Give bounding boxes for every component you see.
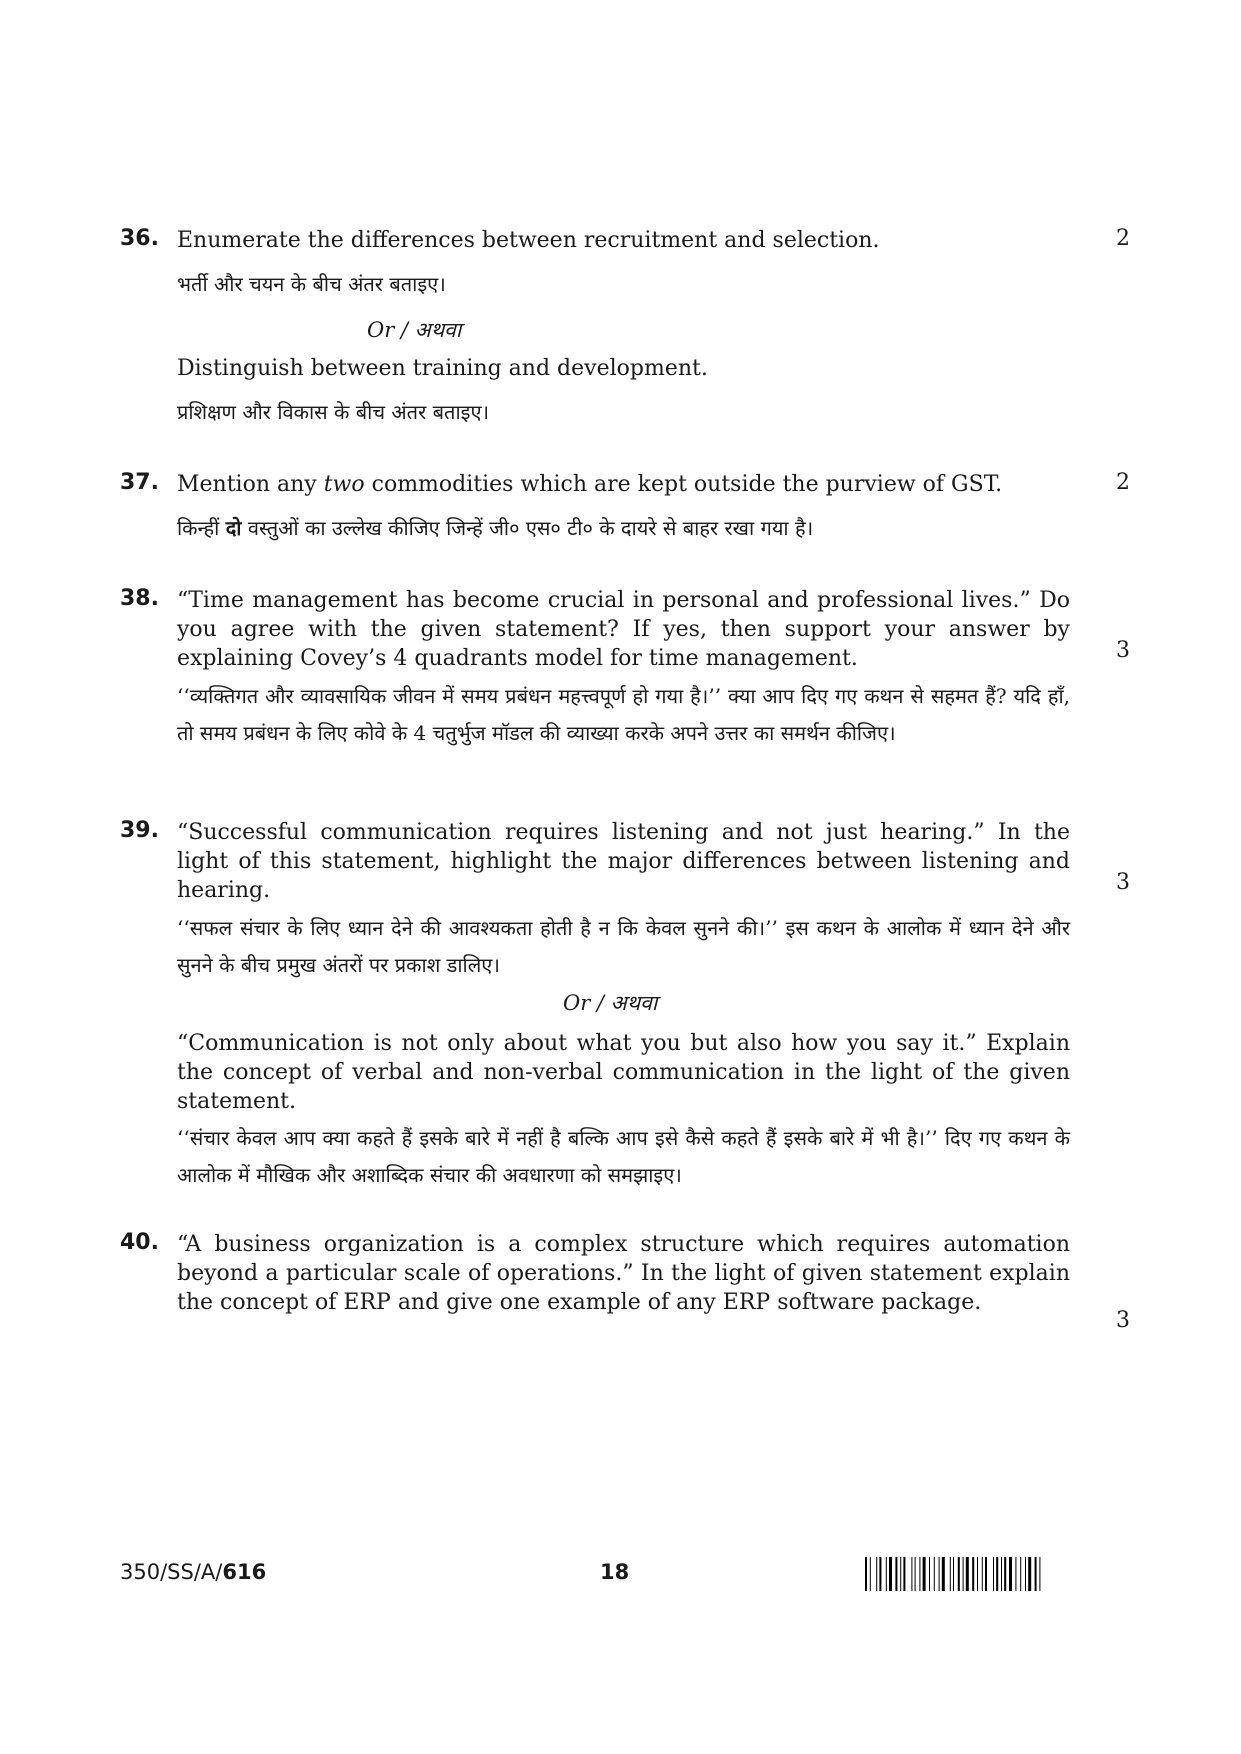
text-segment: commodities which are kept outside the purview of GST. [364, 472, 1003, 497]
question-text-english: “Successful communication requires listening and not just hearing.” In the light of this statement, highlight the major differences between listening and hearing. [177, 820, 1070, 903]
question-36 [120, 226, 1130, 436]
question-number: 37. [120, 470, 159, 495]
question-marks: 3 [1116, 1308, 1130, 1333]
or-label: Or / अथवा [563, 991, 658, 1015]
question-text-hindi: भर्ती और चयन के बीच अंतर बताइए। [177, 272, 446, 296]
page-number: 18 [600, 1560, 630, 1584]
question-text-english: “Time management has become crucial in personal and professional lives.” Do you agree with the given statement? If yes, then support your answer by explaining Covey’s 4 quadrants model for time management. [177, 588, 1070, 671]
paper-code-suffix: 616 [222, 1560, 267, 1584]
text-segment: Mention any [177, 472, 324, 497]
question-number: 38. [120, 586, 159, 611]
question-40 [120, 1230, 1130, 1360]
or-label: Or / अथवा [367, 318, 462, 342]
question-marks: 3 [1116, 870, 1130, 895]
question-text-english: “A business organization is a complex structure which requires automation beyond a particular scale of operations.” In the light of given statement explain the concept of ERP and give one example of any ERP software package. [177, 1232, 1070, 1315]
question-marks: 2 [1116, 470, 1130, 495]
question-number: 40. [120, 1230, 159, 1255]
question-38 [120, 586, 1130, 786]
paper-code [120, 1560, 266, 1584]
emphasis-text: two [323, 472, 365, 497]
question-number: 39. [120, 818, 159, 843]
question-marks: 2 [1116, 226, 1130, 251]
question-text-hindi: ‘‘व्यक्तिगत और व्यावसायिक जीवन में समय प्रबंधन महत्त्वपूर्ण हो गया है।’’ क्या आप दिए गए कथन से सहमत हैं? यदि हाँ, तो समय प्रबंधन के लिए कोवे के 4 चतुर्भुज मॉडल की व्याख्या करके अपने उत्तर का समर्थन कीजिए। [177, 684, 1070, 745]
question-marks: 3 [1116, 638, 1130, 663]
question-text-hindi [177, 510, 1070, 547]
question-number: 36. [120, 226, 159, 251]
question-37 [120, 470, 1130, 560]
text-segment: वस्तुओं का उल्लेख कीजिए जिन्हें जी० एस० टी० के दायरे से बाहर रखा गया है। [241, 516, 814, 540]
alternate-question-english: Distinguish between training and development. [177, 356, 708, 381]
question-text-english [177, 470, 1070, 499]
barcode-icon [865, 1557, 1130, 1591]
alternate-question-english: “Communication is not only about what you but also how you say it.” Explain the concept of verbal and non-verbal communication in the light of the given statement. [177, 1031, 1070, 1114]
alternate-question-hindi: ‘‘संचार केवल आप क्या कहते हैं इसके बारे में नहीं है बल्कि आप इसे कैसे कहते हैं इसके बारे में भी है।’’ दिए गए कथन के आलोक में मौखिक और अशाब्दिक संचार की अवधारणा को समझाइए। [177, 1126, 1070, 1187]
question-39 [120, 818, 1130, 1208]
question-text-hindi: ‘‘सफल संचार के लिए ध्यान देने की आवश्यकता होती है न कि केवल सुनने की।’’ इस कथन के आलोक में ध्यान देने और सुनने के बीच प्रमुख अंतरों पर प्रकाश डालिए। [177, 916, 1070, 977]
question-text-english: Enumerate the differences between recruitment and selection. [177, 228, 880, 253]
bold-text: दो [225, 516, 242, 540]
paper-code-prefix: 350/SS/A/ [120, 1560, 223, 1584]
text-segment: किन्हीं [177, 516, 226, 540]
alternate-question-hindi: प्रशिक्षण और विकास के बीच अंतर बताइए। [177, 400, 490, 424]
